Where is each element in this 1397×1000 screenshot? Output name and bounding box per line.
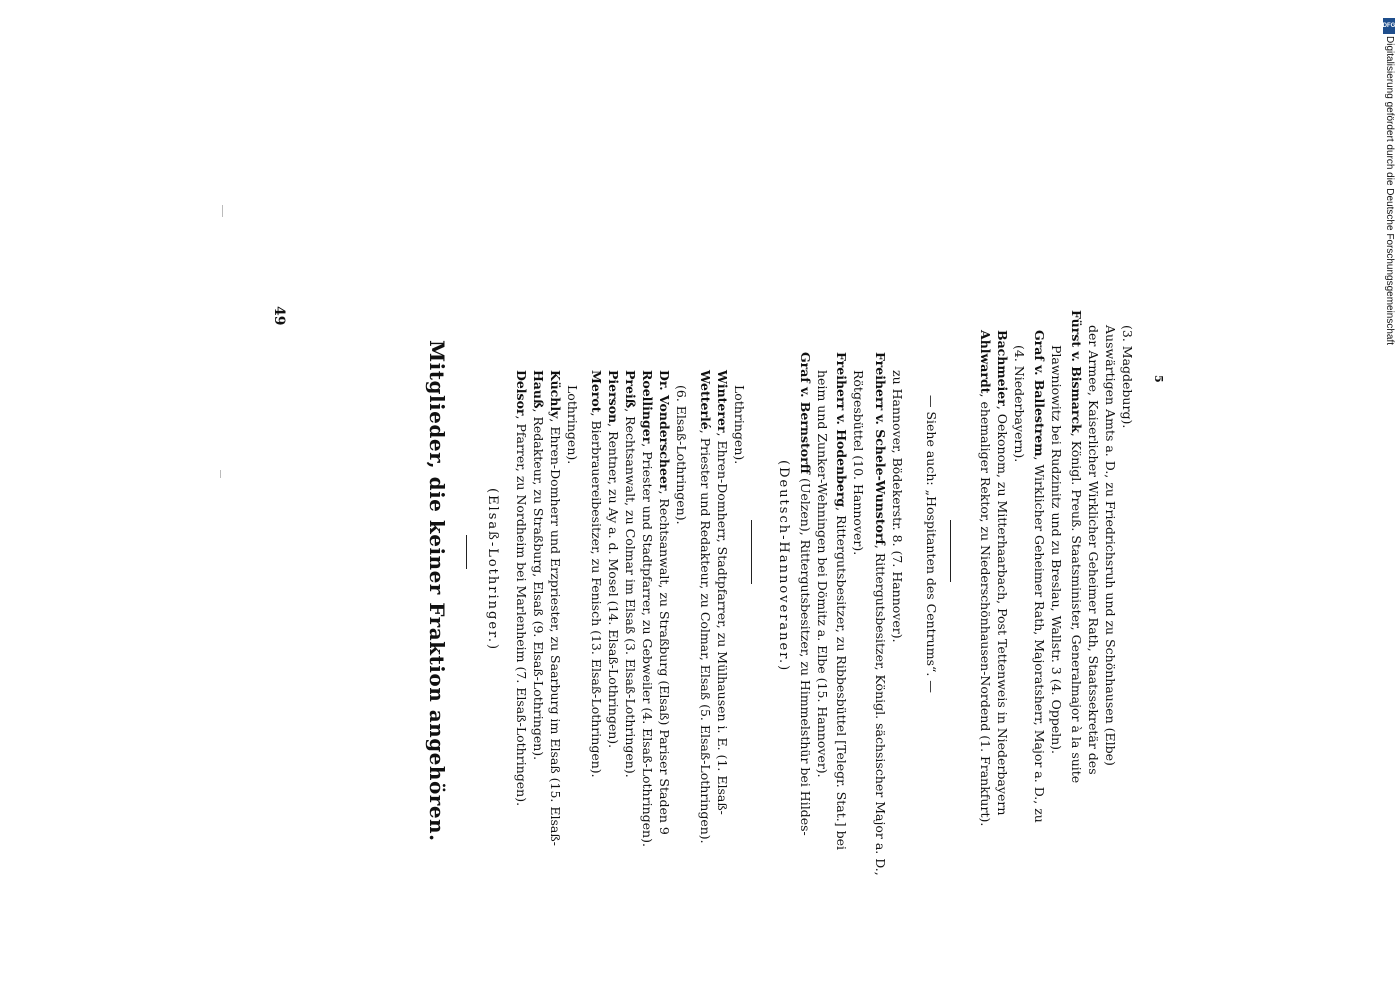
divider <box>950 520 951 582</box>
entry-continuation: Rötgesbüttel (10. Hannover). <box>851 370 866 556</box>
entry-bismarck: Fürst v. Bismarck, Königl. Preuß. Staatsminister, Generalmajor à la suite <box>1069 310 1084 784</box>
entry-hauss: Hauß, Redakteur, zu Straßburg, Elsaß (9. Elsaß-Lothringen). <box>531 370 546 761</box>
entry-bernstorff: Graf v. Bernstorff (Uelzen), Rittergutsbesitzer, zu Himmelsthür bei Hildes- <box>798 352 813 836</box>
entry-continuation: der Armee, Kaiserlicher Wirklicher Geheimer Rath, Staatssekretär des <box>1086 325 1101 775</box>
page-number: 49 <box>271 306 287 326</box>
entry-continuation: heim und Zunker-Wehningen bei Dömitz a. Elbe (15. Hannover). <box>815 370 830 778</box>
entry-continuation: (6. Elsaß-Lothringen). <box>674 385 689 525</box>
divider <box>751 520 752 584</box>
entry-kuechly: Küchly, Ehren-Domherr und Erzpriester, zu Saarburg im Elsaß (15. Elsaß- <box>548 370 563 846</box>
entry-roellinger: Roellinger, Priester und Stadtpfarrer, zu Gebweiler (4. Elsaß-Lothringen). <box>640 370 655 847</box>
entry-continuation: Lothringen). <box>732 385 747 465</box>
entry-winterer: Winterer, Ehren-Domherr, Stadtpfarrer, zu Mülhausen i. E. (1. Elsaß- <box>715 370 730 815</box>
entry-merot: Merot, Bierbrauereibesitzer, zu Fenisch (13. Elsaß-Lothringen). <box>589 370 604 778</box>
signature-mark: 5 <box>1152 375 1165 383</box>
entry-delsor: Delsor, Pfarrer, zu Nordheim bei Marlenheim (7. Elsaß-Lothringen). <box>514 370 529 807</box>
see-also-note: — Siehe auch: „Hospitanten des Centrums“. — <box>924 395 939 693</box>
dfg-funding-note: Digitalisierung gefördert durch die Deutsche Forschungsgemeinschaft <box>1384 36 1395 346</box>
section-title-hanover: (Deutsch-Hannoveraner.) <box>776 460 791 673</box>
divider <box>466 535 467 569</box>
entry-preiss: Preiß, Rechtsanwalt, zu Colmar im Elsaß (3. Elsaß-Lothringen). <box>623 370 638 778</box>
entry-continuation: Plawniowitz bei Rudzinitz und zu Breslau, Wallstr. 3 (4. Oppeln). <box>1049 345 1064 755</box>
entry-ahlwardt: Ahlwardt, ehemaliger Rektor, zu Niederschönhausen-Nordend (1. Frankfurt). <box>978 330 993 827</box>
entry-continuation: (4. Niederbayern). <box>1012 345 1027 463</box>
entry-continuation: Auswärtigen Amts a. D., zu Friedrichsruh und zu Schönhausen (Elbe) <box>1103 325 1118 766</box>
dfg-logo: DFG <box>1383 18 1395 34</box>
entry-wetterle: Wetterlé, Priester und Redakteur, zu Colmar, Elsaß (5. Elsaß-Lothringen). <box>698 370 713 844</box>
entry-continuation: Lothringen). <box>565 385 580 465</box>
entry-ballestrem: Graf v. Ballestrem, Wirklicher Geheimer Rath, Majoratsherr, Major a. D., zu <box>1032 330 1047 823</box>
entry-schele-wunstorf: Freiherr v. Schele-Wunstorf, Rittergutsbesitzer, Königl. sächsischer Major a. D., <box>873 352 888 876</box>
section-title-alsace: (Elsaß-Lothringer.) <box>485 488 500 652</box>
page-heading: Mitglieder, die keiner Fraktion angehören. <box>425 340 449 842</box>
entry-pierson: Pierson, Rentner, zu Ay a. d. Mosel (14. Elsaß-Lothringen). <box>606 370 621 749</box>
entry-continuation: zu Hannover, Bödekerstr. 8. (7. Hannover). <box>890 370 905 643</box>
entry-continuation: (3. Magdeburg). <box>1120 325 1135 429</box>
entry-hodenberg: Freiherr v. Hodenberg, Rittergutsbesitzer, zu Ribbesbüttel [Telegr. Stat.] bei <box>834 352 849 850</box>
scan-speck <box>220 470 221 478</box>
entry-bachmeier: Bachmeier, Oekonom, zu Mitterhaarbach, Post Tettenweis in Niederbayern <box>995 330 1010 816</box>
scan-speck <box>222 205 223 217</box>
entry-vonderscheer: Dr. Vonderscheer, Rechtsanwalt, zu Straßburg (Elsaß) Pariser Staden 9 <box>657 370 672 835</box>
